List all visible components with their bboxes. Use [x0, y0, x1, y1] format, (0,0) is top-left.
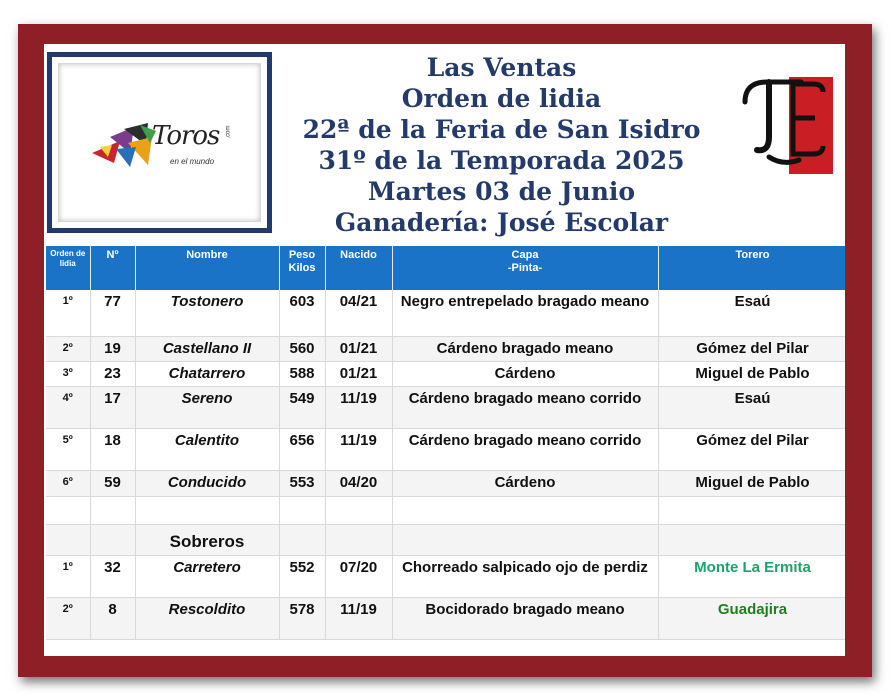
cell-num: 59: [90, 470, 135, 496]
toros-logo-icon: [90, 119, 160, 171]
table-row: [46, 470, 845, 496]
cell-nombre: Calentito: [135, 428, 279, 470]
cell-peso: 560: [279, 336, 325, 361]
cell-nacido: 11/19: [325, 428, 392, 470]
table-row: [46, 361, 845, 386]
cell-num: 18: [90, 428, 135, 470]
cell-torero: Gómez del Pilar: [658, 428, 845, 470]
cell-peso: 549: [279, 386, 325, 428]
table-row: [46, 386, 845, 428]
cell-num: 17: [90, 386, 135, 428]
table-row: [46, 597, 845, 639]
cell-nacido: 11/19: [325, 597, 392, 639]
cell-nacido: 04/21: [325, 290, 392, 336]
logo-frame: [47, 52, 272, 233]
cell-nacido: 01/21: [325, 336, 392, 361]
header-torero: Torero: [658, 246, 845, 290]
cell-orden: 1º: [46, 290, 90, 336]
cell-torero: Esaú: [658, 386, 845, 428]
cell-nacido: 11/19: [325, 386, 392, 428]
content-card: [44, 44, 845, 656]
header-num: Nº: [90, 246, 135, 290]
cell-nombre: Castellano II: [135, 336, 279, 361]
table-row: [46, 428, 845, 470]
table-row: [46, 555, 845, 597]
title-date: Martes 03 de Junio: [367, 177, 636, 206]
cell-ganaderia: Guadajira: [658, 597, 845, 639]
cell-ganaderia: Monte La Ermita: [658, 555, 845, 597]
header-nombre: Nombre: [135, 246, 279, 290]
cell-capa: Cárdeno bragado meano: [392, 336, 658, 361]
header-nacido: Nacido: [325, 246, 392, 290]
title-subject: Orden de lidia: [401, 84, 602, 113]
page-title: [269, 52, 734, 238]
header-peso: Peso Kilos: [279, 246, 325, 290]
cell-orden: 2º: [46, 336, 90, 361]
cell-orden: 6º: [46, 470, 90, 496]
lidia-table: [46, 246, 845, 640]
title-ganaderia: Ganadería: José Escolar: [334, 208, 669, 237]
cell-nombre: Rescoldito: [135, 597, 279, 639]
title-feria: 22ª de la Feria de San Isidro: [302, 115, 701, 144]
cell-nacido: 04/20: [325, 470, 392, 496]
cell-capa: Cárdeno bragado meano corrido: [392, 386, 658, 428]
cell-orden: 2º: [46, 597, 90, 639]
cell-nacido: 07/20: [325, 555, 392, 597]
title-venue: Las Ventas: [426, 53, 577, 82]
cell-peso: 553: [279, 470, 325, 496]
table-row: [46, 336, 845, 361]
cell-capa: Negro entrepelado bragado meano: [392, 290, 658, 336]
cell-num: 8: [90, 597, 135, 639]
cell-capa: Cárdeno bragado meano corrido: [392, 428, 658, 470]
logo-text: Toros: [152, 121, 220, 151]
title-temporada: 31º de la Temporada 2025: [318, 146, 685, 175]
logo-dotcom: .com: [225, 125, 232, 139]
cell-torero: Gómez del Pilar: [658, 336, 845, 361]
header-orden: Orden de lidia: [46, 246, 90, 290]
cell-capa: Cárdeno: [392, 361, 658, 386]
ganaderia-brand-icon: [739, 62, 839, 174]
cell-num: 23: [90, 361, 135, 386]
page-frame: [18, 24, 872, 677]
cell-peso: 656: [279, 428, 325, 470]
cell-num: 19: [90, 336, 135, 361]
cell-peso: 578: [279, 597, 325, 639]
cell-orden: 4º: [46, 386, 90, 428]
cell-num: 32: [90, 555, 135, 597]
cell-peso: 552: [279, 555, 325, 597]
cell-num: 77: [90, 290, 135, 336]
logo-subtext: en el mundo: [170, 157, 215, 166]
cell-capa: Bocidorado bragado meano: [392, 597, 658, 639]
cell-torero: Miguel de Pablo: [658, 470, 845, 496]
cell-nombre: Sereno: [135, 386, 279, 428]
cell-torero: Esaú: [658, 290, 845, 336]
cell-nacido: 01/21: [325, 361, 392, 386]
empty-row: [46, 496, 845, 524]
cell-capa: Cárdeno: [392, 470, 658, 496]
sobreros-row: [46, 524, 845, 555]
table-header-row: [46, 246, 845, 290]
cell-orden: 1º: [46, 555, 90, 597]
cell-torero: Miguel de Pablo: [658, 361, 845, 386]
sobreros-label: Sobreros: [135, 524, 279, 555]
cell-peso: 603: [279, 290, 325, 336]
cell-nombre: Carretero: [135, 555, 279, 597]
cell-orden: 3º: [46, 361, 90, 386]
cell-nombre: Conducido: [135, 470, 279, 496]
cell-nombre: Chatarrero: [135, 361, 279, 386]
cell-capa: Chorreado salpicado ojo de perdiz: [392, 555, 658, 597]
header-capa: Capa -Pinta-: [392, 246, 658, 290]
table-row: [46, 290, 845, 336]
cell-peso: 588: [279, 361, 325, 386]
cell-nombre: Tostonero: [135, 290, 279, 336]
cell-orden: 5º: [46, 428, 90, 470]
